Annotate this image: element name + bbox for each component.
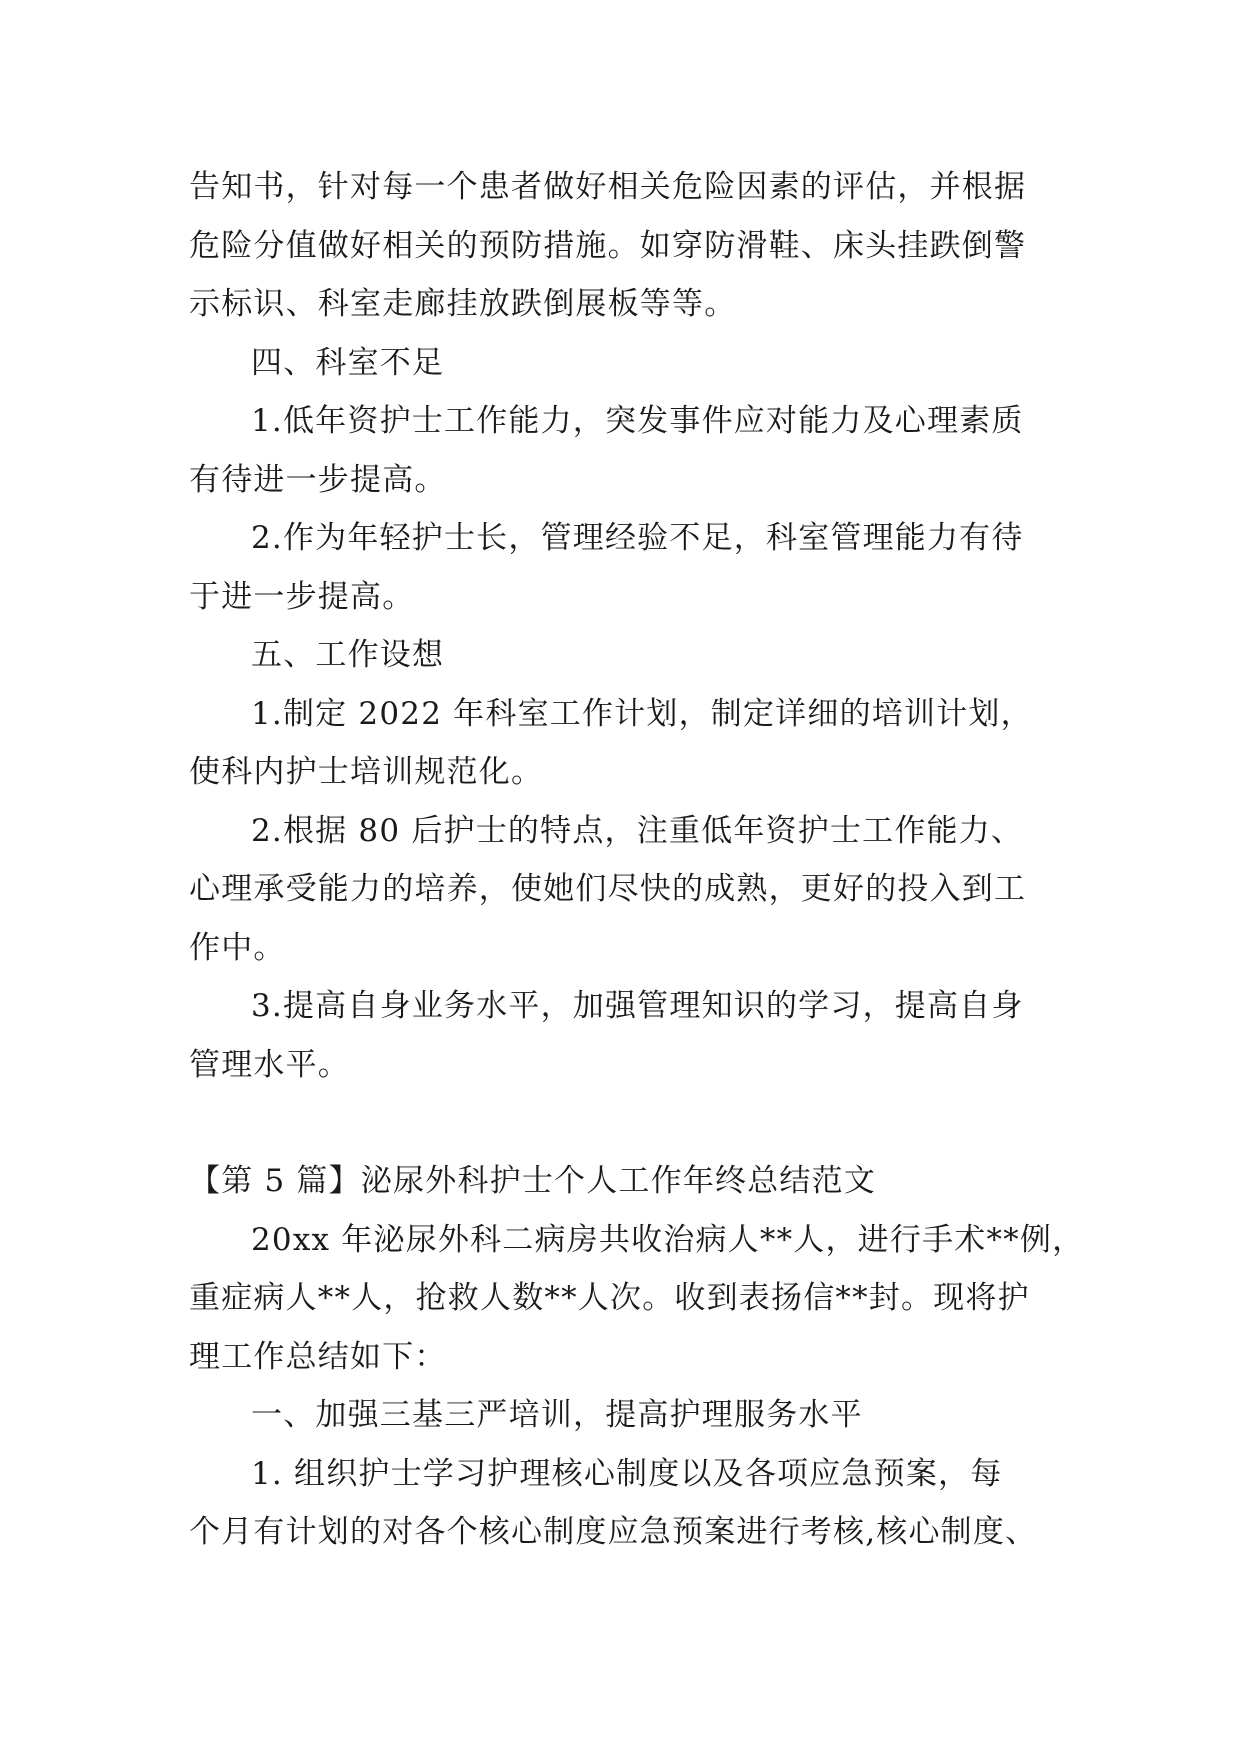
list-item-line: 1. 组织护士学习护理核心制度以及各项应急预案，每 [251,1455,1003,1492]
text-line: 重症病人**人，抢救人数**人次。收到表扬信**封。现将护 [189,1280,1030,1316]
list-item-line: 有待进一步提高。 [189,461,447,498]
text-line: 20xx 年泌尿外科二病房共收治病人**人，进行手术**例， [251,1221,1085,1258]
document-body [189,158,1085,1562]
text-line: 告知书，针对每一个患者做好相关危险因素的评估，并根据 [189,169,1027,205]
list-item-line: 2.根据 80 后护士的特点，注重低年资护士工作能力、 [251,812,1024,849]
list-item-line: 3.提高自身业务水平，加强管理知识的学习，提高自身 [251,988,1024,1024]
list-item-line: 1.低年资护士工作能力，突发事件应对能力及心理素质 [251,403,1024,439]
list-item-line: 管理水平。 [189,1046,350,1083]
text-line: 示标识、科室走廊挂放跌倒展板等等。 [189,286,737,322]
list-item-line: 1.制定 2022 年科室工作计划，制定详细的培训计划， [251,695,1033,732]
list-item-line: 心理承受能力的培养，使她们尽快的成熟，更好的投入到工 [189,871,1027,907]
section-heading: 四、科室不足 [251,344,445,381]
text-line: 理工作总结如下： [189,1338,447,1375]
list-item-line: 2.作为年轻护士长，管理经验不足，科室管理能力有待 [251,520,1024,556]
article-title: 【第 5 篇】泌尿外科护士个人工作年终总结范文 [189,1163,877,1199]
paragraph-gap [189,1094,1059,1152]
list-item-line: 个月有计划的对各个核心制度应急预案进行考核,核心制度、 [189,1514,1038,1550]
text-line: 危险分值做好相关的预防措施。如穿防滑鞋、床头挂跌倒警 [189,227,1027,264]
section-heading: 一、加强三基三严培训，提高护理服务水平 [251,1397,863,1433]
list-item-line: 作中。 [189,929,286,966]
list-item-line: 于进一步提高。 [189,578,415,615]
section-heading: 五、工作设想 [251,637,445,673]
list-item-line: 使科内护士培训规范化。 [189,754,544,790]
